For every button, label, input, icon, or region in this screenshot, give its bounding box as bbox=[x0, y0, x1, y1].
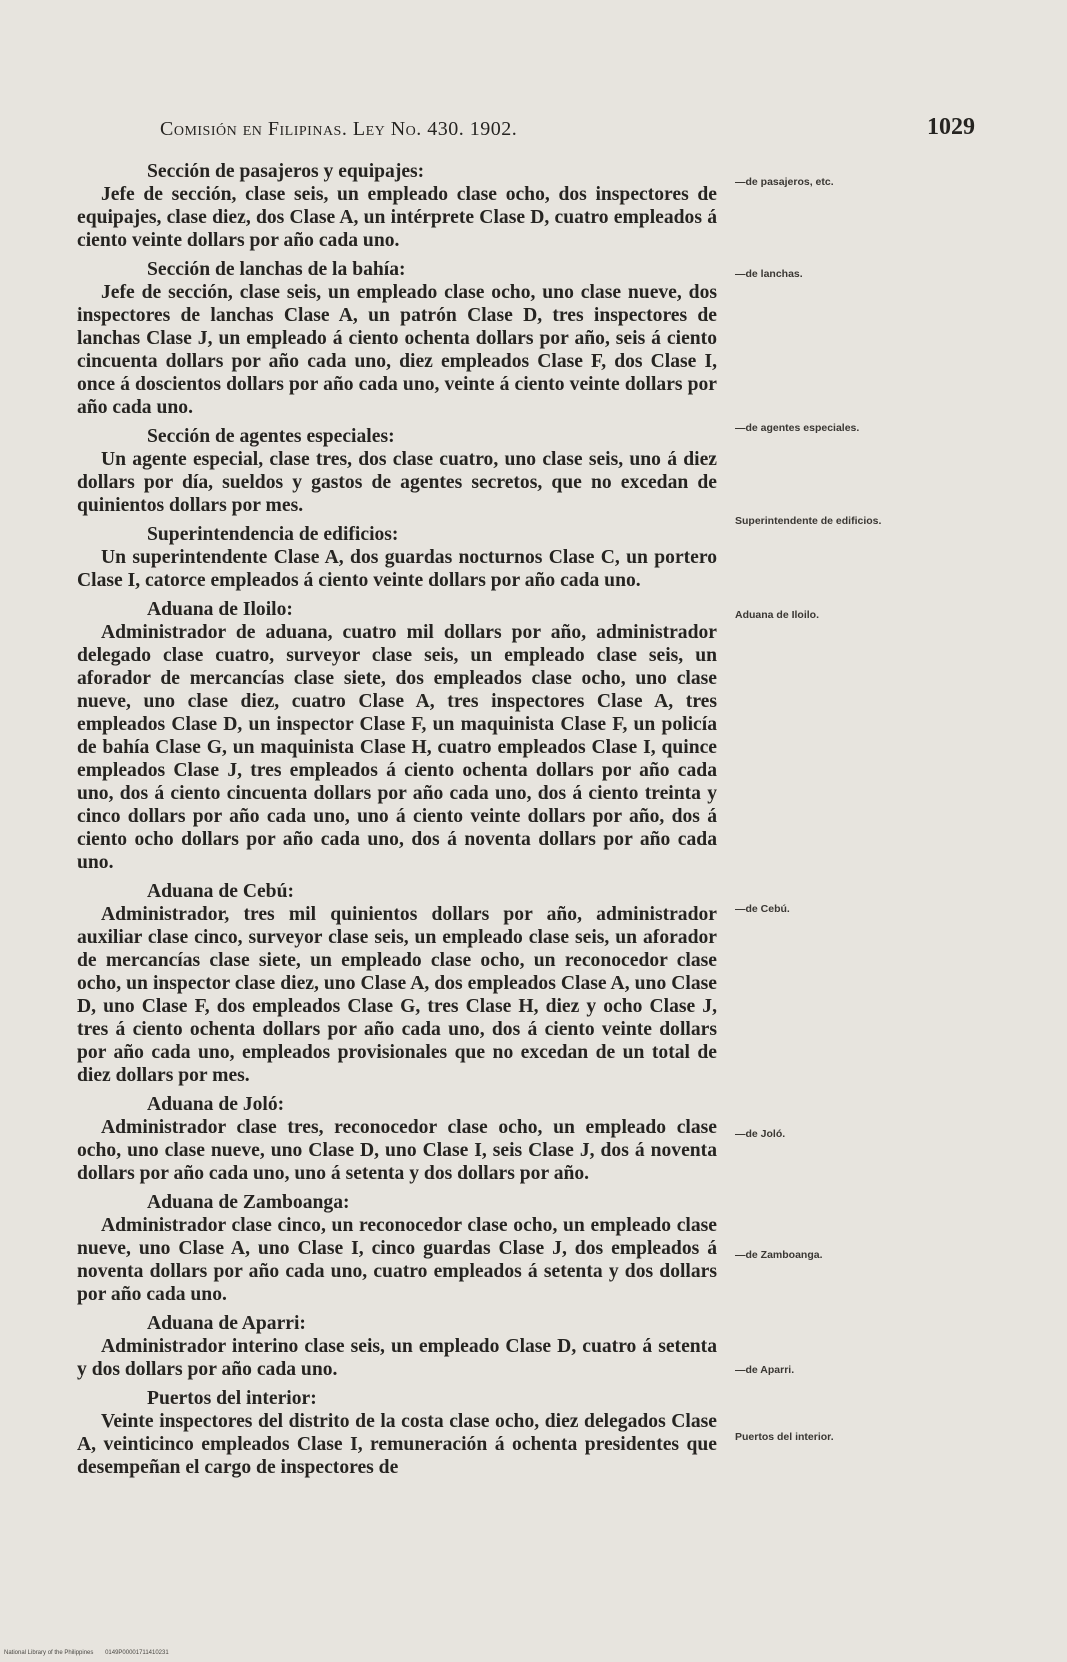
section-text-jolo: Administrador clase tres, reconocedor clase ocho, un empleado clase ocho, uno clase nueve, uno Clase D, uno Clase I, seis Clase J, dos á noventa dollars por año cada uno, uno á setenta y dos dollars por año. bbox=[77, 1117, 717, 1184]
section-heading-iloilo: Aduana de Iloilo: bbox=[147, 599, 293, 620]
page-header bbox=[160, 114, 975, 154]
section-heading-edificios: Superintendencia de edificios: bbox=[147, 524, 399, 545]
section-text-aparri: Administrador interino clase seis, un empleado Clase D, cuatro á setenta y dos dollars por año cada uno. bbox=[77, 1336, 717, 1380]
section-text-lanchas: Jefe de sección, clase seis, un empleado clase ocho, uno clase nueve, dos inspectores de lanchas Clase A, un patrón Clase D, tres inspectores de lanchas Clase J, un empleado á ciento ochenta dollars por año, seis á ciento cincuenta dollars por año cada uno, diez empleados Clase F, dos Clase I, once á doscientos dollars por año cada uno, veinte á ciento veinte dollars por año cada uno. bbox=[77, 282, 717, 418]
section-heading-jolo: Aduana de Joló: bbox=[147, 1094, 285, 1115]
margin-note-zamboanga: —de Zamboanga. bbox=[735, 1249, 823, 1261]
section-text-cebu: Administrador, tres mil quinientos dollars por año, administrador auxiliar clase cinco, surveyor clase seis, un empleado clase seis, un aforador de mercancías clase siete, un empleado clase ocho, un reconocedor clase ocho, un inspector clase diez, uno Clase A, dos empleados Clase A, uno Clase D, uno Clase F, dos empleados Clase G, tres Clase H, diez y ocho Clase J, tres á ciento ochenta dollars por año cada uno, dos á ciento veinte dollars por año cada uno, empleados provisionales que no excedan de un total de diez dollars por mes. bbox=[77, 904, 717, 1086]
margin-note-cebu: —de Cebú. bbox=[735, 903, 790, 915]
running-title: Comisión en Filipinas. Ley No. 430. 1902. bbox=[160, 118, 518, 140]
section-heading-agentes: Sección de agentes especiales: bbox=[147, 426, 395, 447]
margin-note-jolo: —de Joló. bbox=[735, 1128, 786, 1140]
scan-footer bbox=[4, 1650, 169, 1656]
section-text-zamboanga: Administrador clase cinco, un reconocedor clase ocho, un empleado clase nueve, uno Clase A, uno Clase I, cinco guardas Clase J, dos empleados á noventa dollars por año cada uno, cuatro empleados á setenta y dos dollars por año cada uno. bbox=[77, 1215, 717, 1305]
section-heading-lanchas: Sección de lanchas de la bahía: bbox=[147, 259, 406, 280]
library-credit: National Library of the Philippines bbox=[4, 1650, 94, 1656]
body-text bbox=[77, 160, 717, 1479]
section-heading-pasajeros: Sección de pasajeros y equipajes: bbox=[147, 161, 425, 182]
page-number: 1029 bbox=[927, 114, 975, 140]
section-text-agentes: Un agente especial, clase tres, dos clase cuatro, uno clase seis, uno á diez dollars por día, sueldos y gastos de agentes secretos, que no excedan de quinientos dollars por mes. bbox=[77, 449, 717, 516]
section-heading-aparri: Aduana de Aparri: bbox=[147, 1313, 306, 1334]
margin-note-agentes: —de agentes especiales. bbox=[735, 422, 860, 434]
section-text-iloilo: Administrador de aduana, cuatro mil dollars por año, administrador delegado clase cuatro, surveyor clase seis, un empleado clase seis, un aforador de mercancías clase siete, dos empleados clase ocho, uno clase nueve, uno clase diez, cuatro Clase A, tres inspectores Clase A, tres empleados Clase D, un inspector Clase F, un maquinista Clase F, un policía de bahía Clase G, un maquinista Clase H, cuatro empleados Clase I, quince empleados Clase J, tres empleados á ciento ochenta dollars por año cada uno, dos á ciento cincuenta dollars por año cada uno, dos á ciento treinta y cinco dollars por año cada uno, uno á ciento veinte dollars por año, dos á ciento ocho dollars por año cada uno, dos á noventa dollars por año cada uno. bbox=[77, 622, 717, 873]
margin-note-interior: Puertos del interior. bbox=[735, 1431, 834, 1443]
section-text-edificios: Un superintendente Clase A, dos guardas nocturnos Clase C, un portero Clase I, catorce empleados á ciento veinte dollars por año cada uno. bbox=[77, 547, 717, 591]
margin-note-iloilo: Aduana de Iloilo. bbox=[735, 609, 820, 621]
scan-code: 0149P00001711410231 bbox=[105, 1650, 169, 1656]
section-heading-interior: Puertos del interior: bbox=[147, 1388, 317, 1409]
section-heading-zamboanga: Aduana de Zamboanga: bbox=[147, 1192, 350, 1213]
margin-note-lanchas: —de lanchas. bbox=[735, 268, 803, 280]
section-heading-cebu: Aduana de Cebú: bbox=[147, 881, 294, 902]
margin-note-pasajeros: —de pasajeros, etc. bbox=[735, 176, 834, 188]
section-text-pasajeros: Jefe de sección, clase seis, un empleado clase ocho, dos inspectores de equipajes, clase diez, dos Clase A, un intérprete Clase D, cuatro empleados á ciento veinte dollars por año cada uno. bbox=[77, 184, 717, 251]
section-text-interior: Veinte inspectores del distrito de la costa clase ocho, diez delegados Clase A, veinticinco empleados Clase I, remuneración á ochenta presidentes que desempeñan el cargo de inspectores de bbox=[77, 1411, 717, 1478]
margin-note-edificios: Superintendente de edificios. bbox=[735, 515, 882, 527]
margin-note-aparri: —de Aparri. bbox=[735, 1364, 795, 1376]
